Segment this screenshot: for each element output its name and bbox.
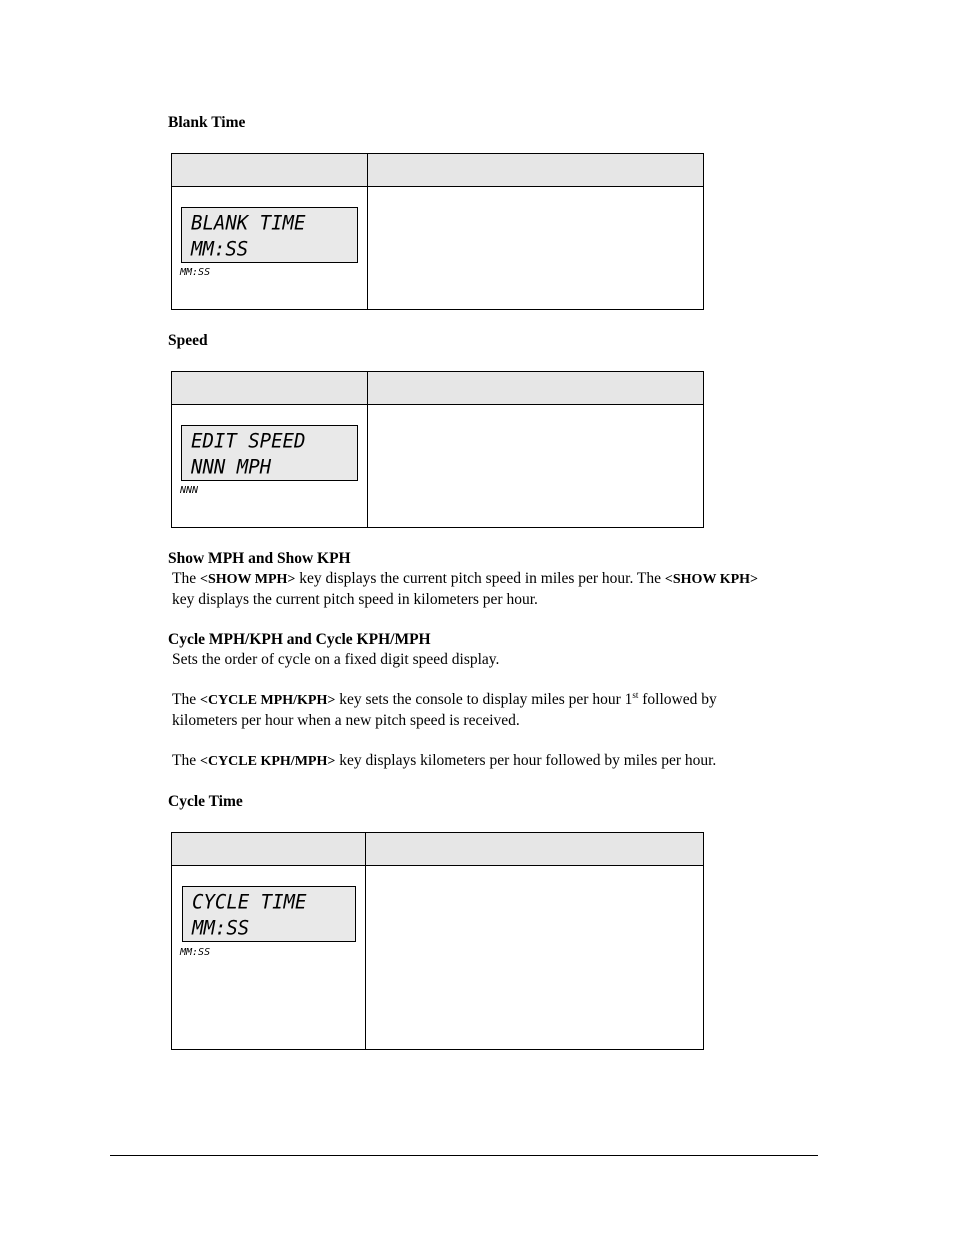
- lcd-line-1: EDIT SPEED: [191, 429, 306, 453]
- format-label: NNN: [180, 485, 199, 496]
- text: The: [172, 691, 200, 708]
- footer-rule: [110, 1155, 818, 1156]
- column-divider: [367, 154, 368, 309]
- column-divider: [367, 372, 368, 527]
- text: followed by kilometers per hour when a new pitch speed is received.: [172, 691, 717, 729]
- text: The: [172, 570, 200, 587]
- key-show-mph: <SHOW MPH>: [199, 572, 296, 587]
- text: key displays kilometers per hour followed by miles per hour.: [335, 752, 717, 769]
- paragraph-cycle-mph-kph: [172, 690, 782, 731]
- heading-show-mph: Show MPH and Show KPH: [168, 550, 351, 567]
- paragraph-cycle-kph-mph: [172, 751, 782, 772]
- table-header: [172, 154, 703, 187]
- table-speed: [171, 371, 704, 528]
- format-label: MM:SS: [180, 267, 211, 278]
- heading-cycle-mph: Cycle MPH/KPH and Cycle KPH/MPH: [168, 631, 431, 648]
- lcd-line-1: BLANK TIME: [191, 211, 306, 235]
- text: key displays the current pitch speed in miles per hour. The: [295, 570, 665, 587]
- lcd-display: [182, 886, 356, 942]
- paragraph-show-keys: [172, 569, 782, 610]
- key-cycle-mph-kph: <CYCLE MPH/KPH>: [199, 693, 336, 708]
- heading-speed: Speed: [168, 332, 208, 349]
- key-show-kph: <SHOW KPH>: [664, 572, 759, 587]
- lcd-line-2: MM:SS: [192, 916, 250, 940]
- paragraph-cycle-intro: Sets the order of cycle on a fixed digit speed display.: [172, 651, 500, 668]
- lcd-line-2: MM:SS: [191, 237, 249, 261]
- heading-cycle-time: Cycle Time: [168, 793, 243, 810]
- lcd-line-1: CYCLE TIME: [192, 890, 307, 914]
- text: key displays the current pitch speed in kilometers per hour.: [172, 591, 538, 608]
- column-divider: [365, 833, 366, 1049]
- table-header: [172, 833, 703, 866]
- lcd-display: [181, 425, 358, 481]
- lcd-display: [181, 207, 358, 263]
- lcd-line-2: NNN MPH: [191, 455, 272, 479]
- table-header: [172, 372, 703, 405]
- table-cycle-time: [171, 832, 704, 1050]
- table-blank-time: [171, 153, 704, 310]
- superscript: st: [632, 689, 639, 700]
- key-cycle-kph-mph: <CYCLE KPH/MPH>: [199, 754, 336, 769]
- text: The: [172, 752, 200, 769]
- format-label: MM:SS: [180, 947, 211, 958]
- text: key sets the console to display miles per hour 1: [335, 691, 633, 708]
- heading-blank-time: Blank Time: [168, 114, 246, 131]
